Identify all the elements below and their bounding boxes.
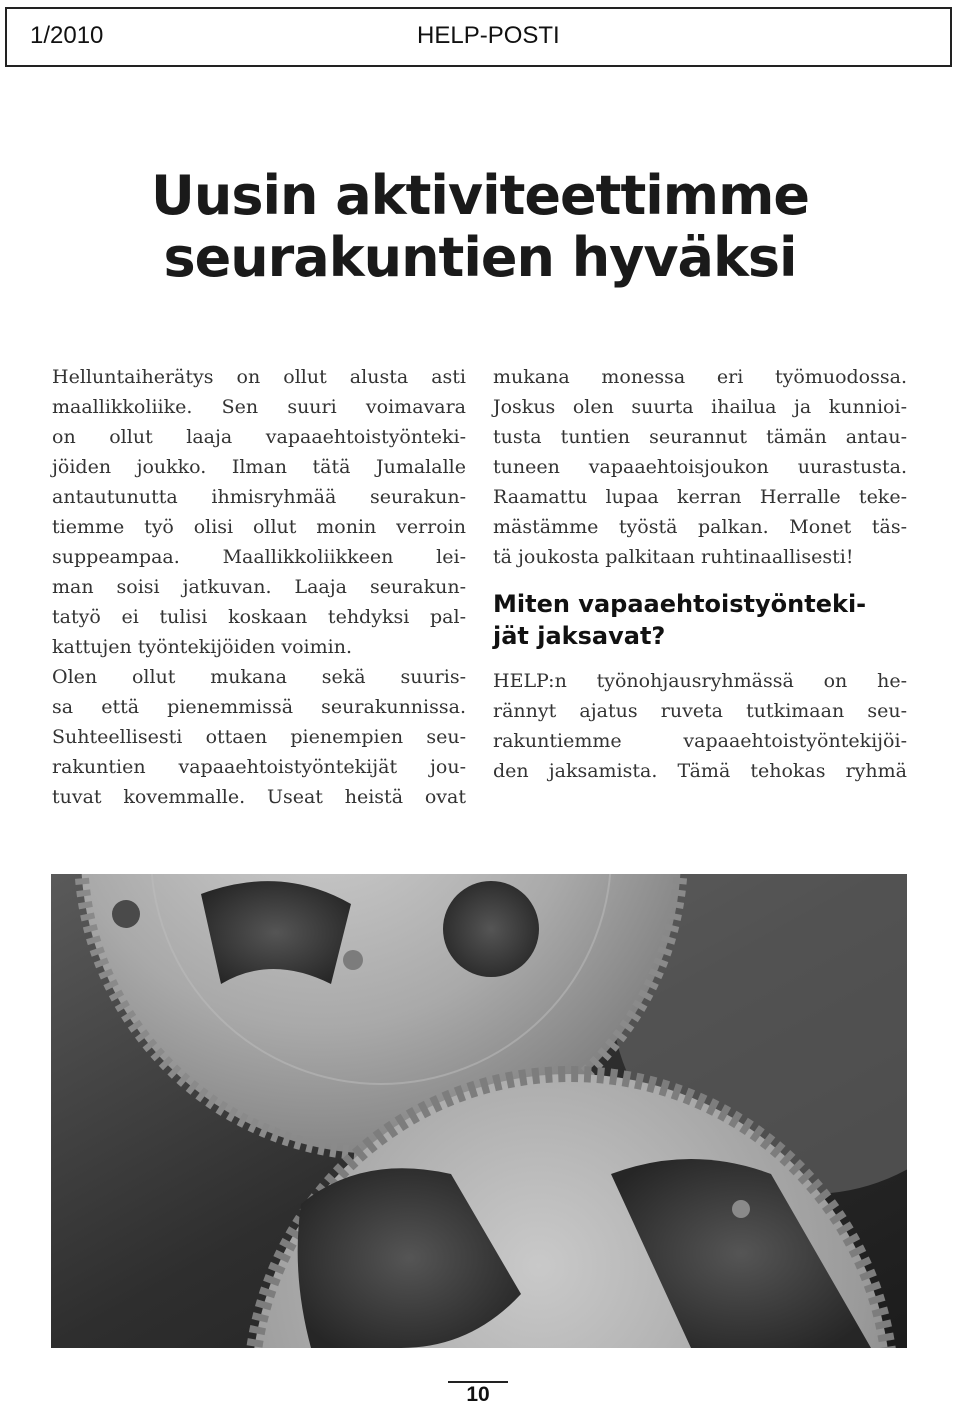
text-line: tuneen vapaaehtoisjoukon uurastusta.: [493, 456, 907, 478]
right-column: [493, 362, 907, 786]
text-line: maallikkoliike. Sen suuri voimavara: [52, 396, 466, 418]
text-line: tä joukosta palkitaan ruhtinaallisesti!: [493, 546, 854, 568]
text-line: sa että pienemmissä seurakunnissa.: [52, 696, 466, 718]
text-line: tatyö ei tulisi koskaan tehdyksi pal-: [52, 606, 466, 628]
text-line: antautunutta ihmisryhmää seurakun-: [52, 486, 466, 508]
text-line: rännyt ajatus ruveta tutkimaan seu-: [493, 700, 907, 722]
text-line: Helluntaiherätys on ollut alusta asti: [52, 366, 466, 388]
text-line: Raamattu lupaa kerran Herralle teke-: [493, 486, 907, 508]
text-line: rakuntien vapaaehtoistyöntekijät jou-: [52, 756, 466, 778]
text-line: kattujen työntekijöiden voimin.: [52, 636, 352, 658]
text-line: den jaksamista. Tämä tehokas ryhmä: [493, 760, 907, 782]
text-line: mukana monessa eri työmuodossa.: [493, 366, 907, 388]
text-line: tuvat kovemmalle. Useat heistä ovat: [52, 786, 466, 808]
subheading-line: jät jaksavat?: [493, 622, 666, 650]
text-line: on ollut laaja vapaaehtoistyönteki-: [52, 426, 466, 448]
article-title: [0, 165, 960, 289]
text-line: man soisi jatkuvan. Laaja seurakun-: [52, 576, 466, 598]
text-line: tiemme työ olisi ollut monin verroin: [52, 516, 466, 538]
text-line: rakuntiemme vapaaehtoistyöntekijöi-: [493, 730, 907, 752]
page-number: 10: [466, 1383, 490, 1406]
text-line: suppeampaa. Maallikkoliikkeen lei-: [52, 546, 466, 568]
text-line: tusta tuntien seurannut tämän antau-: [493, 426, 907, 448]
left-column: [52, 362, 466, 812]
text-line: HELP:n työnohjausryhmässä on he-: [493, 670, 907, 692]
gears-illustration: [51, 874, 907, 1348]
text-line: Suhteellisesti ottaen pienempien seu-: [52, 726, 466, 748]
publication-name: HELP-POSTI: [417, 22, 560, 49]
issue-number: 1/2010: [30, 22, 104, 49]
text-line: mästämme työstä palkan. Monet täs-: [493, 516, 907, 538]
subheading-line: Miten vapaaehtoistyönteki-: [493, 590, 867, 618]
text-line: Olen ollut mukana sekä suuris-: [52, 666, 466, 688]
title-line: Uusin aktiviteettimme: [151, 164, 809, 227]
subheading: [493, 588, 907, 652]
gears-photo: [51, 874, 907, 1348]
text-line: jöiden joukko. Ilman tätä Jumalalle: [52, 456, 466, 478]
text-line: Joskus olen suurta ihailua ja kunnioi-: [493, 396, 907, 418]
title-line: seurakuntien hyväksi: [163, 226, 797, 289]
